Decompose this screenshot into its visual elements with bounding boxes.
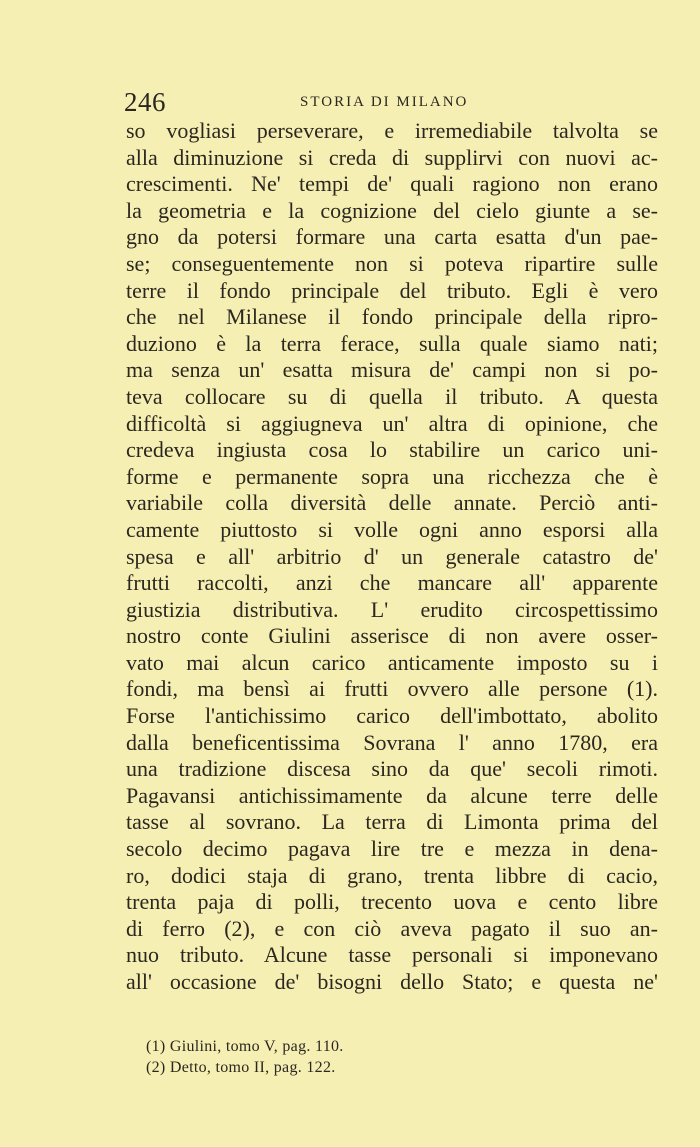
text-line: nuo tributo. Alcune tasse personali si imponevano <box>126 942 658 968</box>
text-line: camente piuttosto si volle ogni anno esporsi alla <box>126 516 658 542</box>
text-line: credeva ingiusta cosa lo stabilire un carico uni- <box>126 437 658 463</box>
text-line: crescimenti. Ne' tempi de' quali ragiono non erano <box>126 171 658 197</box>
page-number: 246 <box>124 87 166 117</box>
running-title: STORIA DI MILANO <box>300 94 469 110</box>
text-line: so vogliasi perseverare, e irremediabile talvolta se <box>126 118 658 143</box>
text-line: gno da potersi formare una carta esatta d'un pae- <box>126 224 658 250</box>
text-line: nostro conte Giulini asserisce di non avere osser- <box>126 623 658 649</box>
footnote: (2) Detto, tomo II, pag. 122. <box>146 1059 336 1076</box>
page-header <box>124 86 590 120</box>
text-line: frutti raccolti, anzi che mancare all' apparente <box>126 570 658 596</box>
text-line: ma senza un' esatta misura de' campi non si po- <box>126 357 658 383</box>
footnotes <box>146 1036 476 1078</box>
text-line: se; conseguentemente non si poteva ripartire sulle <box>126 250 658 276</box>
text-line: alla diminuzione si creda di supplirvi con nuovi ac- <box>126 144 658 170</box>
text-line: trenta paja di polli, trecento uova e cento libre <box>126 889 658 915</box>
text-line: la geometria e la cognizione del cielo giunte a se- <box>126 197 658 223</box>
text-line: teva collocare su di quella il tributo. A questa <box>126 383 658 409</box>
footnote: (1) Giulini, tomo V, pag. 110. <box>146 1038 344 1055</box>
text-line: duziono è la terra ferace, sulla quale siamo nati; <box>126 330 658 356</box>
text-line: giustizia distributiva. L' erudito circospettissimo <box>126 596 658 622</box>
text-line: che nel Milanese il fondo principale della ripro- <box>126 304 658 330</box>
text-line: fondi, ma bensì ai frutti ovvero alle persone (1). <box>126 676 658 702</box>
text-line: vato mai alcun carico anticamente imposto su i <box>126 649 658 675</box>
text-line: difficoltà si aggiugneva un' altra di opinione, che <box>126 410 658 436</box>
text-line: all' occasione de' bisogni dello Stato; e questa ne' <box>126 969 658 994</box>
text-line: tasse al sovrano. La terra di Limonta prima del <box>126 809 658 835</box>
text-line: una tradizione discesa sino da que' secoli rimoti. <box>126 756 658 782</box>
text-line: ro, dodici staja di grano, trenta libbre di cacio, <box>126 862 658 888</box>
text-line: Forse l'antichissimo carico dell'imbottato, abolito <box>126 703 658 729</box>
text-line: di ferro (2), e con ciò aveva pagato il suo an- <box>126 915 658 941</box>
text-line: terre il fondo principale del tributo. Egli è vero <box>126 277 658 303</box>
text-line: forme e permanente sopra una ricchezza che è <box>126 463 658 489</box>
text-line: secolo decimo pagava lire tre e mezza in dena- <box>126 836 658 862</box>
text-line: variabile colla diversità delle annate. Perciò anti- <box>126 490 658 516</box>
body-text <box>126 118 658 996</box>
text-line: Pagavansi antichissimamente da alcune terre delle <box>126 782 658 808</box>
text-line: spesa e all' arbitrio d' un generale catastro de' <box>126 543 658 569</box>
text-line: dalla beneficentissima Sovrana l' anno 1780, era <box>126 729 658 755</box>
